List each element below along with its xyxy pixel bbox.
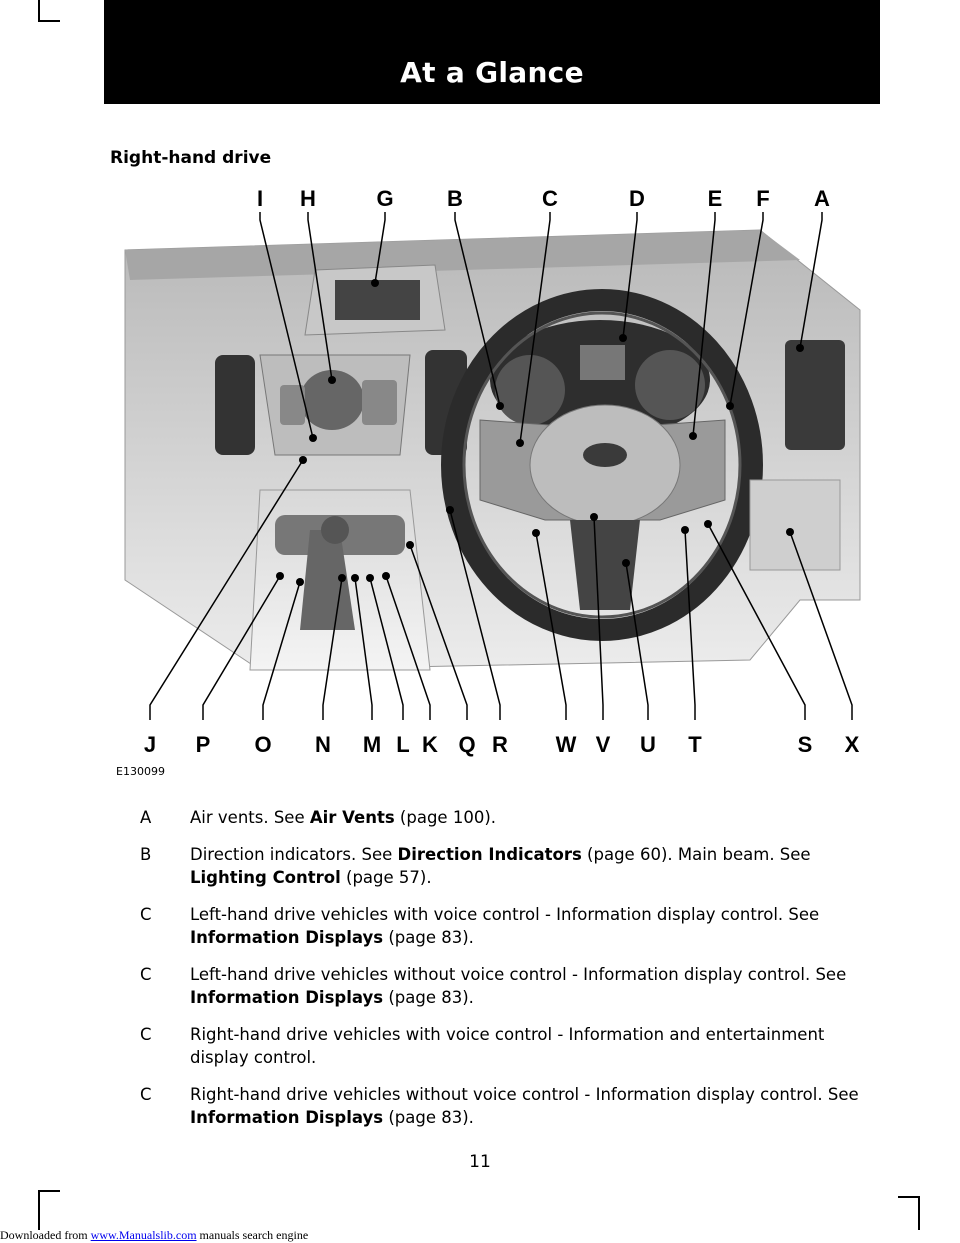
figure-id: E130099 (116, 765, 165, 778)
callout-label: L (396, 732, 410, 757)
callout-label: K (422, 732, 438, 757)
callout-label: X (844, 732, 860, 757)
cross-reference: Information Displays (190, 928, 384, 947)
manualslib-link[interactable]: www.Manualslib.com (90, 1228, 197, 1242)
page-title: At a Glance (400, 56, 584, 89)
text-run: Right-hand drive vehicles without voice control - Information display control. See (190, 1085, 859, 1104)
callout-label: H (300, 186, 316, 211)
item-text (190, 1083, 870, 1129)
item-letter: C (140, 905, 152, 924)
text-run: (page 57). (340, 868, 432, 887)
callout-label: S (797, 732, 813, 757)
item-text (190, 963, 870, 1009)
item-letter: A (140, 808, 152, 827)
footer-prefix: Downloaded from (0, 1228, 91, 1242)
crop-mark (38, 0, 40, 22)
cross-reference: Information Displays (190, 988, 384, 1007)
callout-label: B (447, 186, 463, 211)
list-item (110, 806, 870, 829)
callout-label: U (640, 732, 656, 757)
item-text (190, 903, 870, 949)
dashboard-illustration (100, 180, 880, 780)
dashboard-figure (100, 180, 880, 780)
header-bar (104, 0, 880, 104)
crop-mark (898, 1196, 920, 1198)
callout-label: D (629, 186, 645, 211)
callout-label: F (756, 186, 770, 211)
callout-label: N (315, 732, 331, 757)
callout-label: M (362, 732, 382, 757)
text-run: Left-hand drive vehicles with voice control - Information display control. See (190, 905, 820, 924)
list-item (110, 1023, 870, 1069)
item-letter: C (140, 1085, 152, 1104)
list-item (110, 903, 870, 949)
callout-label: O (254, 732, 272, 757)
item-text (190, 843, 870, 889)
callout-label: Q (458, 732, 476, 757)
text-run: (page 83). (383, 1108, 474, 1127)
text-run: (page 83). (383, 928, 474, 947)
callout-label: R (492, 732, 508, 757)
crop-mark (918, 1196, 920, 1230)
text-run: Direction indicators. See (190, 845, 398, 864)
text-run: Air vents. See (190, 808, 310, 827)
item-letter: B (140, 845, 152, 864)
text-run: Left-hand drive vehicles without voice control - Information display control. See (190, 965, 847, 984)
list-item (110, 843, 870, 889)
callout-label: V (595, 732, 611, 757)
callout-label: T (688, 732, 702, 757)
crop-mark (38, 20, 60, 22)
callout-label: J (143, 732, 157, 757)
cross-reference: Lighting Control (190, 868, 341, 887)
callout-label: I (256, 186, 264, 211)
text-run: (page 60). Main beam. See (581, 845, 811, 864)
item-text (190, 806, 870, 829)
cross-reference: Air Vents (309, 808, 395, 827)
list-item (110, 1083, 870, 1129)
callout-label: P (195, 732, 211, 757)
callout-label: A (814, 186, 830, 211)
footer-suffix: manuals search engine (196, 1228, 309, 1242)
callout-label: C (542, 186, 558, 211)
cross-reference: Information Displays (190, 1108, 384, 1127)
callout-label: W (555, 732, 577, 757)
legend-list (110, 806, 870, 1143)
text-run: (page 100). (394, 808, 496, 827)
section-title: Right-hand drive (110, 148, 272, 168)
download-footer (0, 1228, 308, 1243)
text-run: Right-hand drive vehicles with voice control - Information and entertainment display control. (190, 1025, 825, 1067)
text-run: (page 83). (383, 988, 474, 1007)
item-text (190, 1023, 870, 1069)
crop-mark (38, 1190, 60, 1192)
page-number: 11 (469, 1152, 491, 1172)
item-letter: C (140, 1025, 152, 1044)
crop-mark (38, 1190, 40, 1230)
list-item (110, 963, 870, 1009)
callout-label: G (376, 186, 394, 211)
cross-reference: Direction Indicators (397, 845, 582, 864)
item-letter: C (140, 965, 152, 984)
callout-label: E (707, 186, 723, 211)
